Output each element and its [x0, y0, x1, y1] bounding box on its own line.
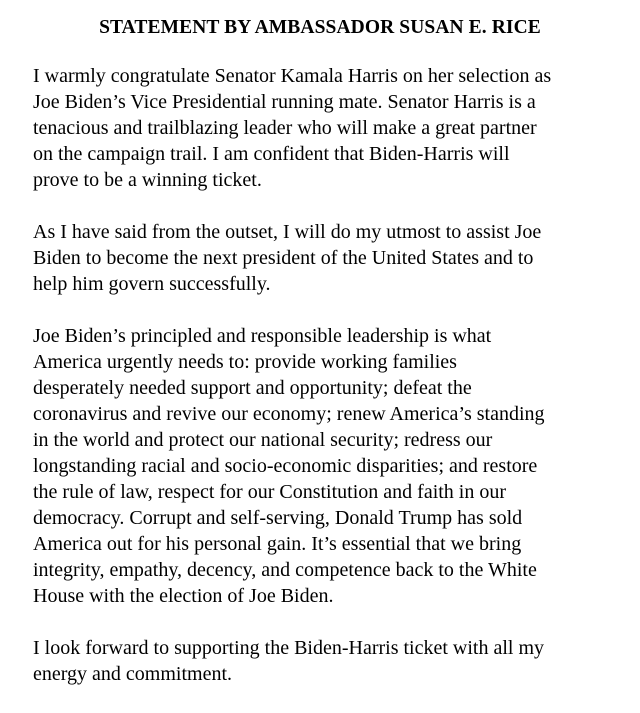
paragraph-line: As I have said from the outset, I will do my utmost to assist Joe [33, 221, 542, 243]
paragraph-line: longstanding racial and socio-economic disparities; and restore [33, 455, 538, 477]
paragraph-line: I warmly congratulate Senator Kamala Harris on her selection as [33, 65, 552, 87]
paragraph-line: prove to be a winning ticket. [33, 169, 262, 191]
paragraph-line: tenacious and trailblazing leader who will make a great partner [33, 117, 537, 139]
paragraph-closing [33, 635, 633, 687]
paragraph-leadership [33, 323, 633, 609]
paragraph-line: the rule of law, respect for our Constitution and faith in our [33, 481, 507, 503]
statement-title: STATEMENT BY AMBASSADOR SUSAN E. RICE [99, 17, 541, 38]
paragraph-line: in the world and protect our national security; redress our [33, 429, 493, 451]
paragraph-line: on the campaign trail. I am confident that Biden-Harris will [33, 143, 510, 165]
paragraph-assistance [33, 219, 633, 297]
paragraph-line: desperately needed support and opportunity; defeat the [33, 377, 472, 399]
paragraph-line: America out for his personal gain. It’s essential that we bring [33, 533, 522, 555]
paragraph-line: Joe Biden’s Vice Presidential running mate. Senator Harris is a [33, 91, 536, 113]
paragraph-line: help him govern successfully. [33, 273, 271, 295]
statement-body [33, 63, 633, 713]
paragraph-line: integrity, empathy, decency, and competence back to the White [33, 559, 537, 581]
paragraph-line: energy and commitment. [33, 663, 233, 685]
paragraph-line: Joe Biden’s principled and responsible leadership is what [33, 325, 492, 347]
paragraph-line: democracy. Corrupt and self-serving, Donald Trump has sold [33, 507, 523, 529]
paragraph-line: coronavirus and revive our economy; renew America’s standing [33, 403, 545, 425]
paragraph-line: I look forward to supporting the Biden-Harris ticket with all my [33, 637, 545, 659]
paragraph-congratulations [33, 63, 633, 193]
paragraph-line: House with the election of Joe Biden. [33, 585, 334, 607]
paragraph-line: America urgently needs to: provide working families [33, 351, 457, 373]
paragraph-line: Biden to become the next president of the United States and to [33, 247, 534, 269]
